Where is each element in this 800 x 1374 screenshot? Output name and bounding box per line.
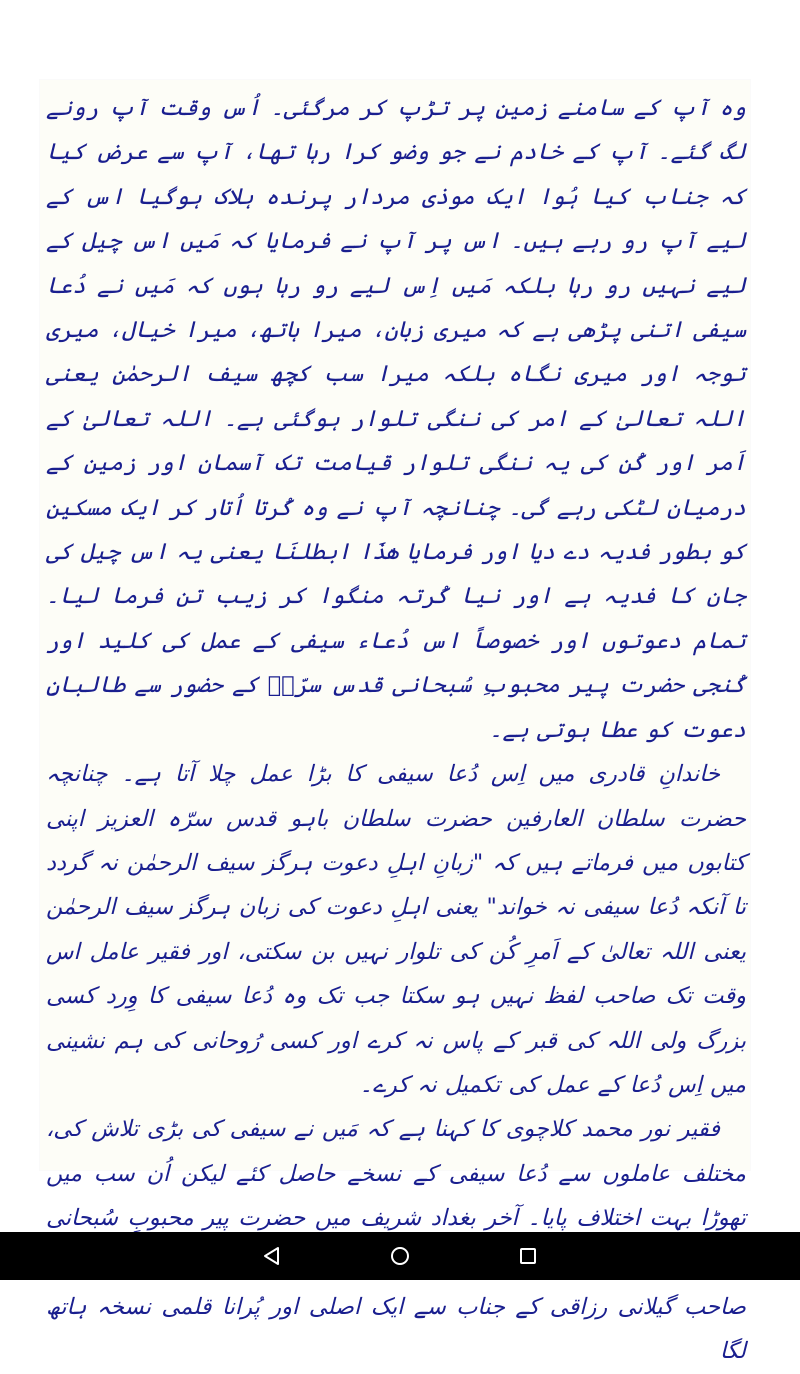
home-circle-icon [389,1245,411,1267]
paragraph-3: فقیر نور محمد کلاچوی کا کہنا ہے کہ مَیں نے سیفی کی بڑی تلاش کی، مختلف عاملوں سے دُعا سیفی کے نسخے حاصل کئے لیکن اُن سب میں تھوڑا بہت اختلاف پایا۔ آخر بغداد شریف میں حضرت پیر محبوبِ سُبحانی صاحب گیلانی رزاقی کے جناب سے ایک اصلی اور پُرانا قلمی نسخہ ہاتھ لگا [46,1116,746,1365]
page-text [46,86,746,1365]
home-button[interactable] [360,1232,440,1280]
system-navigation-bar [0,1232,800,1280]
back-button[interactable] [232,1232,312,1280]
paragraph-2: خاندانِ قادری میں اِس دُعا سیفی کا بڑا عمل چلا آتا ہے۔ چنانچہ حضرت سلطان العارفین حضرت سلطان باہو قدس سرّہ العزیز اپنی کتابوں میں فرماتے ہیں کہ "زبانِ اہلِ دعوت ہرگز سیف الرحمٰن نہ گردد تا آنکہ دُعا سیفی نہ خواند" یعنی اہلِ دعوت کی زبان ہرگز سیف الرحمٰن یعنی اللہ تعالیٰ کے اَمرِ کُن کی تلوار نہیں بن سکتی، اور فقیر عامل اس وقت تک صاحب لفظ نہیں ہو سکتا جب تک وہ دُعا سیفی کا وِرد کسی بزرگ ولی اللہ کی قبر کے پاس نہ کرے اور کسی رُوحانی کی ہم نشینی میں اِس دُعا کے عمل کی تکمیل نہ کرے۔ [46,761,746,1098]
recents-square-icon [518,1246,538,1266]
back-triangle-icon [262,1246,282,1266]
paragraph-1: وہ آپ کے سامنے زمین پر تڑپ کر مرگئی۔ اُس وقت آپ رونے لگ گئے۔ آپ کے خادم نے جو وضو کرا رہا تھا، آپ سے عرض کیا کہ جناب کیا ہُوا ایک موذی مردار پرندہ ہلاک ہوگیا اس کے لیے آپ رو رہے ہیں۔ اس پر آپ نے فرمایا کہ مَیں اس چیل کے لیے نہیں رو رہا بلکہ مَیں اِس لیے رو رہا ہوں کہ مَیں نے دُعا سیفی اتنی پڑھی ہے کہ میری زبان، میرا ہاتھ، میرا خیال، میری توجہ اور میری نگاہ بلکہ میرا سب کچھ سیف الرحمٰن یعنی اللہ تعالیٰ کے امر کی ننگی تلوار ہوگئی ہے۔ اللہ تعالیٰ کے اَمر اور کُن کی یہ ننگی تلوار قیامت تک آسمان اور زمین کے درمیان لٹکی رہے گی۔ چنانچہ آپ نے وہ کُرتا اُتار کر ایک مسکین کو بطور فدیہ دے دیا اور فرمایا ھٰذَا ابطلنَا یعنی یہ اس چیل کی جان کا فدیہ ہے اور نیا کُرتہ منگوا کر زیب تن فرما لیا۔ تمام دعوتوں اور خصوصاً اس دُعاء سیفی کے عمل کی کلید اور کُنجی حضرت پیر محبوبِ سُبحانی قدس سرّہٗ کے حضور سے طالبانِ دعوت کو عطا ہوتی ہے۔ [46,95,746,743]
recents-button[interactable] [488,1232,568,1280]
